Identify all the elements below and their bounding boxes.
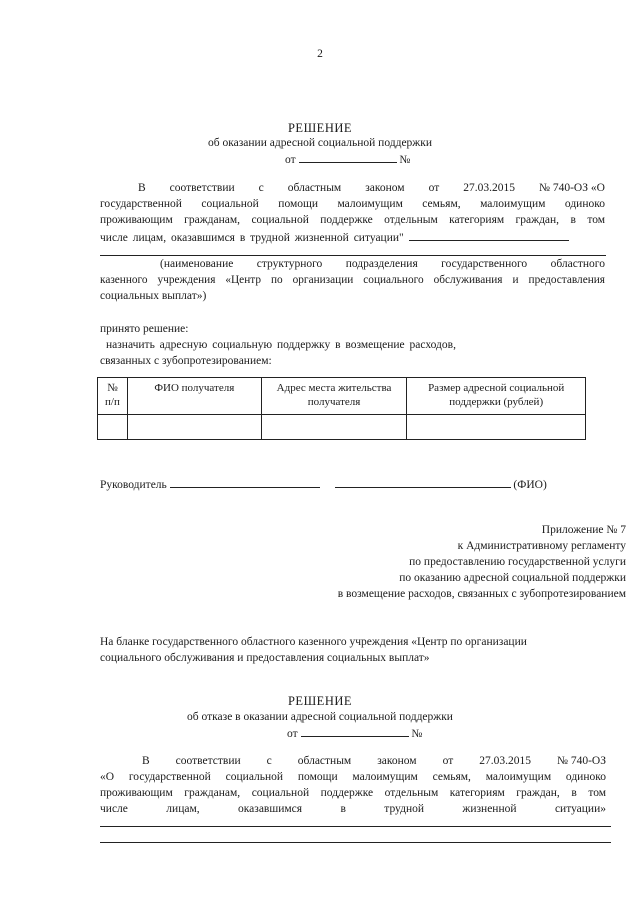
refusal-intro-line-3: проживающим гражданам, социальной поддержке отдельным категориям граждан, в том [100, 787, 606, 799]
unit-note-line-3: социальных выплат») [100, 290, 207, 302]
fio-label: (ФИО) [513, 479, 547, 491]
date-blank [301, 724, 409, 737]
decision-label: принято решение: [100, 323, 189, 335]
intro-line-1: В соответствии с областным законом от 27.03.2015 № 740-ОЗ «О [138, 182, 605, 194]
unit-note-line-2: казенного учреждения «Центр по организации социального обслуживания и предоставления [100, 274, 605, 286]
assign-line-1: назначить адресную социальную поддержку в возмещение расходов, [106, 339, 456, 351]
letterhead-line-1: На бланке государственного областного казенного учреждения «Центр по организации [100, 636, 527, 648]
assign-line-2: связанных с зубопротезированием: [100, 355, 272, 367]
table-cell[interactable] [127, 415, 261, 440]
date-blank [299, 150, 397, 163]
head-signature-line [100, 475, 547, 493]
signature-blank [170, 475, 320, 488]
head-label: Руководитель [100, 479, 167, 491]
intro-blank [409, 228, 569, 241]
blank-rule-2 [100, 826, 611, 827]
appendix-line-1: Приложение № 7 [541, 524, 626, 536]
col-header-fio: ФИО получателя [127, 378, 261, 415]
refusal-subtitle: об отказе в оказании адресной социальной поддержки [187, 711, 453, 723]
col-header-amount: Размер адресной социальной поддержки (рублей) [407, 378, 586, 415]
refusal-intro-line-4: числе лицам, оказавшимся в трудной жизненной ситуации» [100, 803, 606, 815]
table-cell[interactable] [261, 415, 407, 440]
recipients-table [97, 377, 586, 440]
appendix-line-4: по оказанию адресной социальной поддержки [399, 572, 626, 584]
table-row [98, 415, 586, 440]
appendix-line-2: к Административному регламенту [457, 540, 626, 552]
date-prefix: от [285, 154, 296, 166]
intro-line-3: проживающим гражданам, социальной поддержке отдельным категориям граждан, в том [100, 214, 605, 226]
unit-note-line-1: (наименование структурного подразделения государственного областного [160, 258, 605, 270]
refusal-intro-line-2: «О государственной социальной помощи малоимущим семьям, малоимущим одиноко [100, 771, 606, 783]
appendix-line-3: по предоставлению государственной услуги [409, 556, 626, 568]
refusal-intro-line-1: В соответствии с областным законом от 27.03.2015 № 740-ОЗ [142, 755, 606, 767]
decision-title: РЕШЕНИЕ [287, 121, 353, 135]
intro-line-2: государственной социальной помощи малоимущим семьям, малоимущим одиноко [100, 198, 605, 210]
page-number: 2 [317, 48, 323, 60]
number-sign: № [399, 154, 411, 166]
refusal-title: РЕШЕНИЕ [287, 694, 353, 708]
table-header-row [98, 378, 586, 415]
number-sign: № [411, 728, 423, 740]
decision-subtitle: об оказании адресной социальной поддержки [208, 137, 432, 149]
appendix-line-5: в возмещение расходов, связанных с зубопротезированием [337, 588, 626, 600]
col-header-address: Адрес места жительства получателя [261, 378, 407, 415]
decision-date-line [285, 150, 410, 168]
col-header-number: № п/п [98, 378, 128, 415]
letterhead-line-2: социального обслуживания и предоставления социальных выплат» [100, 652, 430, 664]
table-cell[interactable] [98, 415, 128, 440]
date-prefix: от [287, 728, 298, 740]
fio-blank [335, 475, 511, 488]
intro-line-4: числе лицам, оказавшимся в трудной жизненной ситуации" [100, 228, 569, 246]
table-cell[interactable] [407, 415, 586, 440]
refusal-date-line [287, 724, 422, 742]
blank-rule-3 [100, 842, 611, 843]
blank-rule-1b [100, 255, 150, 256]
